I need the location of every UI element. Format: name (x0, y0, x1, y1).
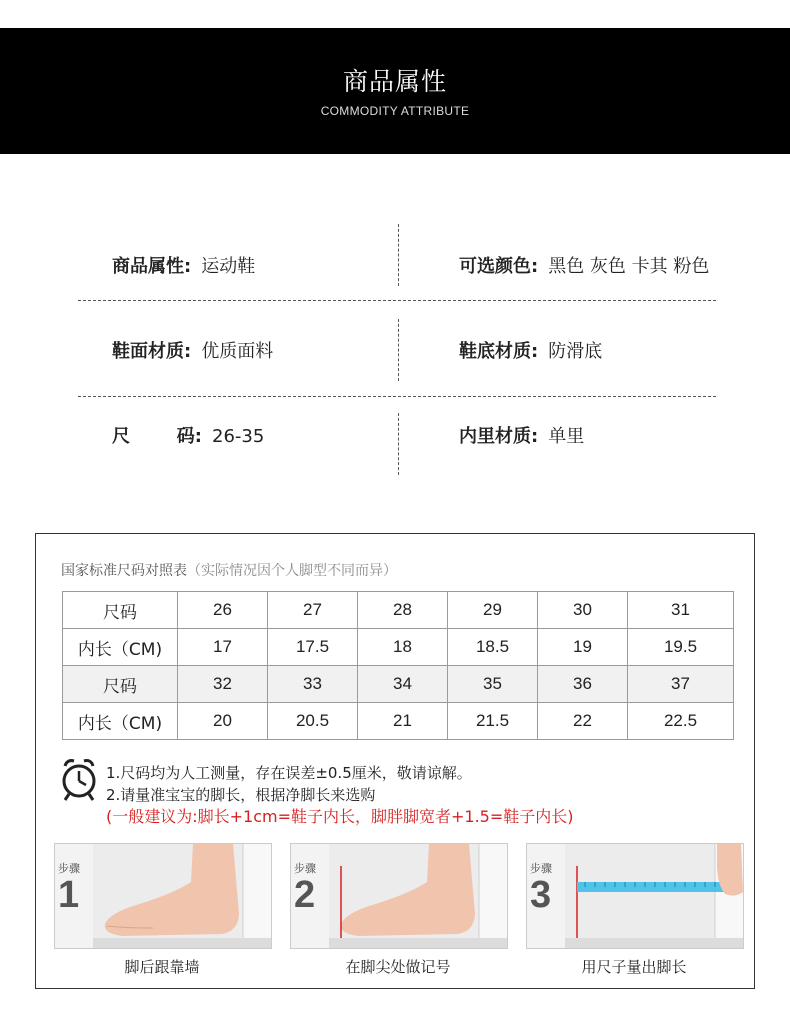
table-row (63, 666, 734, 703)
step-tag: 步骤 (58, 862, 80, 875)
table-cell: 28 (358, 592, 448, 629)
size-chart-note: （实际情况因个人脚型不同而异） (187, 563, 397, 579)
attr-value: 运动鞋 (201, 256, 256, 277)
attr-colors (459, 252, 709, 278)
attr-value: 防滑底 (548, 341, 603, 362)
page-title: 商品属性 (342, 67, 447, 96)
measure-tape-image (565, 844, 743, 948)
step-tag: 步骤 (294, 862, 316, 875)
step-1-caption: 脚后跟靠墙 (124, 958, 200, 976)
column-divider (398, 413, 399, 475)
attr-value: 优质面料 (201, 341, 274, 362)
table-cell: 37 (628, 666, 734, 703)
attr-key: 尺 码: (112, 426, 202, 447)
note-recommendation: (一般建议为:脚长+1cm=鞋子内长，脚胖脚宽者+1.5=鞋子内长) (106, 807, 574, 826)
row-divider (78, 396, 716, 397)
note-line: 2.请量准宝宝的脚长，根据净脚长来选购 (106, 786, 376, 804)
table-cell: 19.5 (628, 629, 734, 666)
row-label: 尺码 (63, 666, 178, 703)
table-cell: 17.5 (268, 629, 358, 666)
column-divider (398, 224, 399, 286)
step-2-caption: 在脚尖处做记号 (345, 958, 451, 976)
step-3-card (526, 843, 744, 949)
step-3-caption: 用尺子量出脚长 (581, 958, 687, 976)
table-cell: 36 (538, 666, 628, 703)
page-subtitle: COMMODITY ATTRIBUTE (320, 104, 470, 118)
table-cell: 26 (178, 592, 268, 629)
table-row (63, 629, 734, 666)
step-1-card (54, 843, 272, 949)
row-label: 尺码 (63, 592, 178, 629)
table-cell: 32 (178, 666, 268, 703)
step-number: 3 (530, 874, 552, 916)
attr-lining-material (459, 422, 584, 448)
table-cell: 19 (538, 629, 628, 666)
step-2-card (290, 843, 508, 949)
table-cell: 18 (358, 629, 448, 666)
table-cell: 33 (268, 666, 358, 703)
table-cell: 21.5 (448, 703, 538, 740)
attr-key: 可选颜色: (459, 256, 539, 277)
measurement-notes (106, 762, 574, 828)
column-divider (398, 319, 399, 381)
step-number: 2 (294, 874, 316, 916)
size-chart-title: 国家标准尺码对照表（实际情况因个人脚型不同而异） (61, 563, 397, 579)
size-table (62, 591, 734, 740)
table-row (63, 703, 734, 740)
attr-size (112, 422, 264, 448)
table-cell: 22.5 (628, 703, 734, 740)
foot-against-wall-image (93, 844, 271, 948)
table-cell: 31 (628, 592, 734, 629)
row-label: 内长（CM) (63, 629, 178, 666)
table-cell: 34 (358, 666, 448, 703)
table-cell: 35 (448, 666, 538, 703)
row-divider (78, 300, 716, 301)
attr-key: 内里材质: (459, 426, 539, 447)
attr-key: 鞋面材质: (112, 341, 192, 362)
table-row (63, 592, 734, 629)
attr-value: 黑色 灰色 卡其 粉色 (548, 256, 710, 277)
header-banner (0, 28, 790, 154)
table-cell: 21 (358, 703, 448, 740)
table-cell: 18.5 (448, 629, 538, 666)
step-number: 1 (58, 874, 80, 916)
attr-sole-material (459, 337, 602, 363)
mark-toe-image (329, 844, 507, 948)
table-cell: 20 (178, 703, 268, 740)
table-cell: 27 (268, 592, 358, 629)
step-tag: 步骤 (530, 862, 552, 875)
attr-value: 26-35 (212, 426, 265, 447)
size-chart-panel (35, 533, 755, 989)
table-cell: 17 (178, 629, 268, 666)
row-label: 内长（CM) (63, 703, 178, 740)
attr-key: 鞋底材质: (459, 341, 539, 362)
attr-upper-material (112, 337, 273, 363)
table-cell: 20.5 (268, 703, 358, 740)
note-line: 1.尺码均为人工测量，存在误差±0.5厘米，敬请谅解。 (106, 764, 472, 782)
alarm-clock-icon (59, 756, 99, 802)
attr-value: 单里 (548, 426, 585, 447)
table-cell: 30 (538, 592, 628, 629)
attr-product-type (112, 252, 255, 278)
attr-key: 商品属性: (112, 256, 192, 277)
table-cell: 22 (538, 703, 628, 740)
table-cell: 29 (448, 592, 538, 629)
